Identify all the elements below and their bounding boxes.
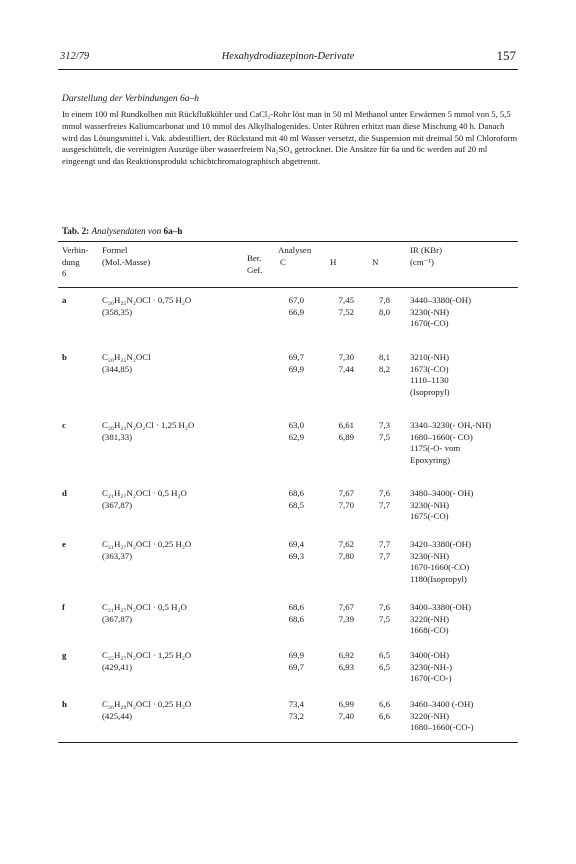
row-c: 68,6 68,6 bbox=[288, 602, 304, 624]
row-c: 67,0 66,9 bbox=[288, 295, 304, 317]
row-n: 6,5 6,5 bbox=[379, 650, 390, 672]
row-n: 6,6 6,6 bbox=[379, 699, 390, 721]
row-ir: 3440–3380(-OH) 3230(-NH) 1670(-CO) bbox=[410, 295, 472, 329]
row-formula: C₂₁H₂₇N₂OCl · 0,5 H₂O (367,87) bbox=[102, 488, 187, 510]
row-h: 7,67 7,70 bbox=[338, 488, 354, 510]
row-n: 7,3 7,5 bbox=[379, 420, 390, 442]
journal-reference: 312/79 bbox=[60, 51, 90, 62]
table-caption bbox=[62, 226, 182, 236]
row-n: 7,7 7,7 bbox=[379, 539, 390, 561]
row-ir: 3420–3380(-OH) 3230(-NH) 1670-1660(-CO) 1180(Isopropyl) bbox=[410, 539, 472, 584]
header-rule bbox=[58, 69, 518, 70]
row-id: f bbox=[62, 602, 65, 612]
row-formula: C₂₀H₂₅N₂OCl · 0,75 H₂O (358,35) bbox=[102, 295, 192, 317]
table-caption-label: Tab. 2: bbox=[62, 226, 90, 236]
row-id: b bbox=[62, 352, 67, 362]
row-id: c bbox=[62, 420, 66, 430]
row-formula: C₂₁H₂₇N₂OCl · 0,5 H₂O (367,87) bbox=[102, 602, 187, 624]
header-h: H bbox=[330, 257, 337, 267]
row-h: 7,45 7,52 bbox=[338, 295, 354, 317]
row-id: g bbox=[62, 650, 67, 660]
header-analysen: Analysen bbox=[278, 245, 312, 255]
row-formula: C₂₀H₂₃N₂O₂Cl · 1,25 H₂O (381,33) bbox=[102, 420, 195, 442]
header-n: N bbox=[372, 257, 379, 267]
row-formula: C₂₁H₂₇N₂OCl · 0,25 H₂O (363,37) bbox=[102, 539, 192, 561]
row-formula: C₂₆H₂₉N₂OCl · 0,25 H₂O (425,44) bbox=[102, 699, 192, 721]
row-formula: C₂₅H₂₇N₂OCl · 1,25 H₂O (429,41) bbox=[102, 650, 192, 672]
running-title: Hexahydrodiazepinon-Derivate bbox=[221, 51, 355, 62]
table-bottom-rule bbox=[58, 742, 518, 743]
table-header-rule bbox=[58, 287, 518, 288]
header-c: C bbox=[280, 257, 286, 267]
row-h: 6,99 7,40 bbox=[338, 699, 354, 721]
row-h: 7,62 7,80 bbox=[338, 539, 354, 561]
row-ir: 3340–3230(- OH,-NH) 1680–1660(- CO) 1175(-O- vom Epoxyring) bbox=[410, 420, 492, 465]
row-c: 73,4 73,2 bbox=[288, 699, 304, 721]
header-verbindung: Verbin- dung 6 bbox=[62, 245, 89, 279]
row-n: 8,1 8,2 bbox=[379, 352, 390, 374]
row-ir: 3400–3380(-OH) 3220(-NH) 1668(-CO) bbox=[410, 602, 472, 636]
row-id: e bbox=[62, 539, 66, 549]
row-c: 69,4 69,3 bbox=[288, 539, 304, 561]
row-ir: 3460–3400 (-OH) 3220(-NH) 1680–1660(-CO-) bbox=[410, 699, 474, 733]
row-formula: C₂₀H₂₅N₂OCl (344,85) bbox=[102, 352, 151, 374]
row-c: 69,7 69,9 bbox=[288, 352, 304, 374]
row-h: 6,61 6,89 bbox=[338, 420, 354, 442]
row-c: 69,9 69,7 bbox=[288, 650, 304, 672]
row-ir: 3480–3400(- OH) 3230(-NH) 1675(-CO) bbox=[410, 488, 474, 522]
row-h: 7,30 7,44 bbox=[338, 352, 354, 374]
table-caption-text: Analysendaten von bbox=[91, 226, 162, 236]
row-n: 7,6 7,5 bbox=[379, 602, 390, 624]
section-title: Darstellung der Verbindungen 6a–h bbox=[62, 94, 199, 104]
row-c: 63,0 62,9 bbox=[288, 420, 304, 442]
page-number: 157 bbox=[496, 48, 516, 63]
row-id: a bbox=[62, 295, 67, 305]
row-c: 68,6 68,5 bbox=[288, 488, 304, 510]
row-ir: 3210(-NH) 1673(-CO) 1110–1130 (Isopropyl) bbox=[410, 352, 450, 397]
procedure-paragraph: In einem 100 ml Rundkolben mit Rückflußkühler und CaCl₂-Rohr löst man in 50 ml Methanol unter Erwärmen 5 mmol von 5, 5,5 mmol wasserfreies Kaliumcarbonat und 10 mmol des Alkylhalogenides. Unter Rühren erhitzt man diese Mischung 40 h. Danach wird das Lösungsmittel i. Vak. abdestilliert, der Rückstand mit 40 ml Wasser versetzt, die Suspension mit dreimal 50 ml Chloroform ausgeschüttelt, die vereinigten Auszüge über wasserfreiem Na₂SO₄ getrocknet. Die Ansätze für 6a und 6c werden auf 20 ml eingeengt und das Reaktionsprodukt schichtchromatographisch abgetrennt. bbox=[62, 109, 518, 167]
header-ber-gef: Ber. Gef. bbox=[247, 253, 263, 275]
row-h: 7,67 7,39 bbox=[338, 602, 354, 624]
row-id: d bbox=[62, 488, 67, 498]
row-n: 7,8 8,0 bbox=[379, 295, 390, 317]
header-formel: Formel (Mol.-Masse) bbox=[102, 245, 151, 267]
row-id: h bbox=[62, 699, 67, 709]
table-top-rule bbox=[58, 241, 518, 242]
table-caption-range: 6a–h bbox=[163, 226, 183, 236]
row-h: 6,92 6,93 bbox=[338, 650, 354, 672]
row-n: 7,6 7,7 bbox=[379, 488, 390, 510]
header-ir: IR (KBr) (cm⁻¹) bbox=[410, 245, 443, 267]
row-ir: 3400(-OH) 3230(-NH-) 1670(-CO-) bbox=[410, 650, 453, 684]
